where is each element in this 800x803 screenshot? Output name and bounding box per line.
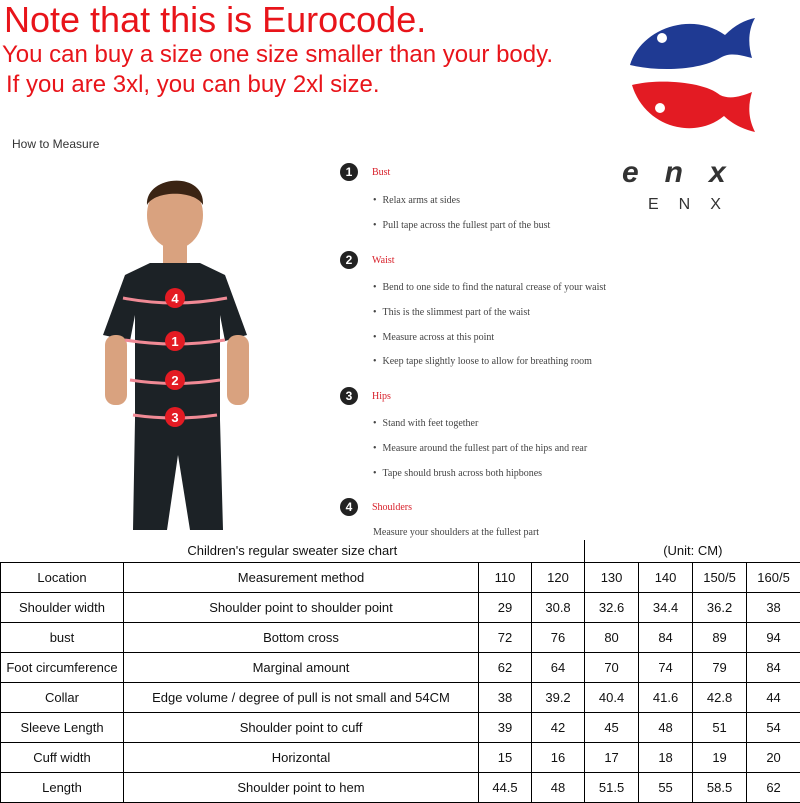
table-row (1, 742, 800, 772)
table-cell: Shoulder width (1, 592, 124, 622)
step-waist (340, 251, 395, 269)
column-header: 140 (639, 562, 693, 592)
marker-3: 3 (171, 410, 178, 425)
brand-logo-text: enx (622, 156, 752, 190)
table-cell: 39 (479, 712, 532, 742)
column-header: 120 (532, 562, 585, 592)
table-row (1, 652, 800, 682)
table-cell: bust (1, 622, 124, 652)
table-unit: (Unit: CM) (585, 540, 800, 562)
column-header: 110 (479, 562, 532, 592)
table-row (1, 682, 800, 712)
table-cell: 74 (639, 652, 693, 682)
how-to-measure-title: How to Measure (12, 137, 99, 151)
marker-4: 4 (171, 291, 179, 306)
table-cell: Shoulder point to hem (124, 772, 479, 802)
step-number: 2 (340, 251, 358, 269)
step-title: Bust (372, 167, 390, 178)
bullet: • Bend to one side to find the natural crease of your waist (373, 282, 606, 293)
bullet: • Relax arms at sides (373, 195, 460, 206)
notice-line-3: If you are 3xl, you can buy 2xl size. (6, 70, 380, 100)
table-cell: 44.5 (479, 772, 532, 802)
column-header: 160/5 (747, 562, 800, 592)
table-cell: 51.5 (585, 772, 639, 802)
table-cell: Cuff width (1, 742, 124, 772)
table-cell: Marginal amount (124, 652, 479, 682)
column-header: Location (1, 562, 124, 592)
table-cell: 18 (639, 742, 693, 772)
table-title-row (1, 540, 800, 562)
step-shoulders (340, 498, 412, 516)
table-cell: 80 (585, 622, 639, 652)
header-row (1, 562, 800, 592)
table-cell: 45 (585, 712, 639, 742)
table-row (1, 622, 800, 652)
table-cell: 42.8 (693, 682, 747, 712)
table-cell: 64 (532, 652, 585, 682)
table-cell: 19 (693, 742, 747, 772)
brand-subtitle: ENX (648, 196, 741, 214)
table-row (1, 712, 800, 742)
column-header: 130 (585, 562, 639, 592)
table-row (1, 772, 800, 802)
table-cell: 20 (747, 742, 800, 772)
table-cell: 30.8 (532, 592, 585, 622)
bullet: • Stand with feet together (373, 418, 478, 429)
column-header: 150/5 (693, 562, 747, 592)
table-cell: 48 (532, 772, 585, 802)
table-cell: Length (1, 772, 124, 802)
table-cell: 79 (693, 652, 747, 682)
size-chart-table (0, 540, 800, 803)
table-cell: 62 (747, 772, 800, 802)
table-cell: 38 (479, 682, 532, 712)
marker-2: 2 (171, 373, 178, 388)
step-title: Waist (372, 255, 395, 266)
bullet: • Keep tape slightly loose to allow for breathing room (373, 356, 592, 367)
table-cell: 84 (747, 652, 800, 682)
bullet: • Measure around the fullest part of the hips and rear (373, 443, 587, 454)
table-cell: 17 (585, 742, 639, 772)
bullet: • Tape should brush across both hipbones (373, 468, 542, 479)
table-cell: 44 (747, 682, 800, 712)
table-cell: 72 (479, 622, 532, 652)
bullet: • Pull tape across the fullest part of the bust (373, 220, 550, 231)
step-number: 3 (340, 387, 358, 405)
step-title: Hips (372, 391, 391, 402)
table-cell: Shoulder point to shoulder point (124, 592, 479, 622)
table-cell: 55 (639, 772, 693, 802)
bullet: • Measure across at this point (373, 332, 494, 343)
table-cell: 89 (693, 622, 747, 652)
table-cell: 29 (479, 592, 532, 622)
table-cell: 58.5 (693, 772, 747, 802)
table-cell: Bottom cross (124, 622, 479, 652)
table-cell: 40.4 (585, 682, 639, 712)
table-cell: 34.4 (639, 592, 693, 622)
table-cell: 15 (479, 742, 532, 772)
table-cell: 38 (747, 592, 800, 622)
table-cell: Horizontal (124, 742, 479, 772)
table-cell: 94 (747, 622, 800, 652)
table-cell: 32.6 (585, 592, 639, 622)
table-title: Children's regular sweater size chart (1, 540, 585, 562)
table-cell: 76 (532, 622, 585, 652)
table-cell: 70 (585, 652, 639, 682)
step-number: 4 (340, 498, 358, 516)
table-cell: 39.2 (532, 682, 585, 712)
table-cell: 51 (693, 712, 747, 742)
table-cell: 84 (639, 622, 693, 652)
table-cell: 48 (639, 712, 693, 742)
table-cell: Collar (1, 682, 124, 712)
table-cell: Shoulder point to cuff (124, 712, 479, 742)
table-row (1, 592, 800, 622)
notice-title: Note that this is Eurocode. (4, 0, 426, 40)
table-cell: 62 (479, 652, 532, 682)
marker-1: 1 (171, 334, 178, 349)
table-cell: 54 (747, 712, 800, 742)
table-cell: Sleeve Length (1, 712, 124, 742)
step-title: Shoulders (372, 502, 412, 513)
table-cell: 42 (532, 712, 585, 742)
table-cell: 36.2 (693, 592, 747, 622)
table-cell: Edge volume / degree of pull is not small and 54CM (124, 682, 479, 712)
fish-logo-icon (620, 10, 760, 140)
step-bust (340, 163, 390, 181)
notice-line-2: You can buy a size one size smaller than your body. (2, 40, 553, 70)
bullet: • This is the slimmest part of the waist (373, 307, 530, 318)
child-figure-illustration (95, 165, 260, 535)
step-hips (340, 387, 391, 405)
table-cell: 16 (532, 742, 585, 772)
table-cell: Foot circumference (1, 652, 124, 682)
step-number: 1 (340, 163, 358, 181)
step-text: Measure your shoulders at the fullest part (373, 527, 539, 538)
column-header: Measurement method (124, 562, 479, 592)
table-cell: 41.6 (639, 682, 693, 712)
